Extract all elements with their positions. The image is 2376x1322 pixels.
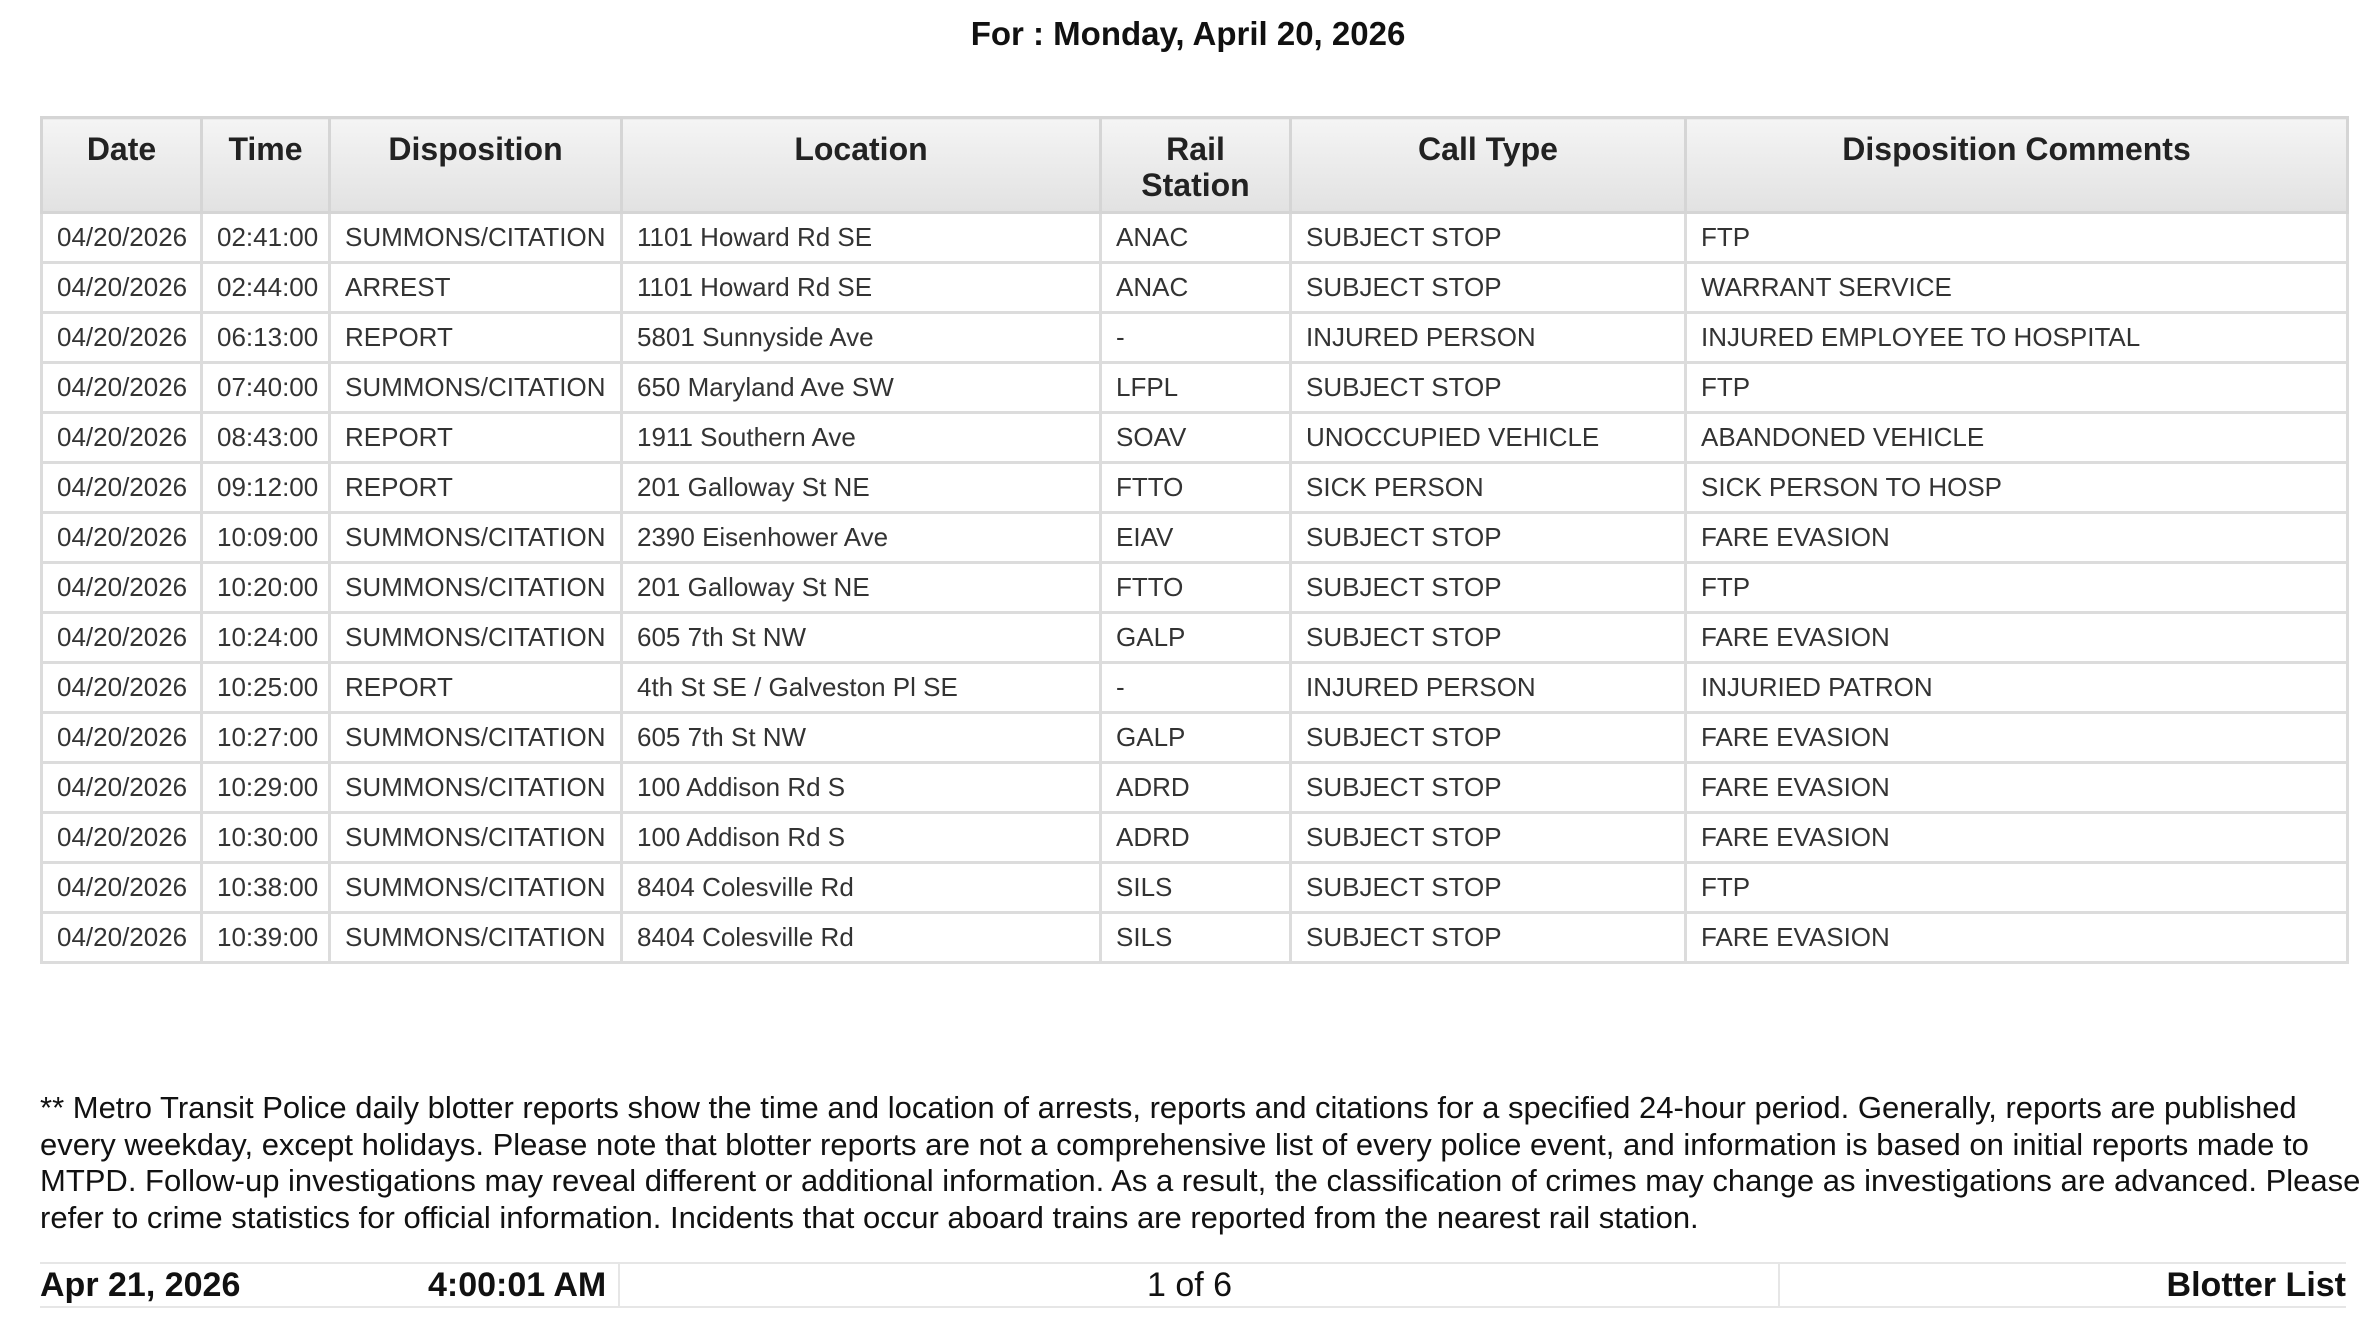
location-cell: 650 Maryland Ave SW (622, 363, 1101, 413)
disposition-cell: REPORT (330, 463, 622, 513)
table-row (42, 863, 2348, 913)
table-row (42, 563, 2348, 613)
rail-station-cell: GALP (1101, 613, 1291, 663)
report-title: For : Monday, April 20, 2026 (970, 15, 1406, 52)
column-header-disposition-comments: Disposition Comments (1686, 118, 2348, 213)
rail-station-cell: ANAC (1101, 263, 1291, 313)
location-cell: 2390 Eisenhower Ave (622, 513, 1101, 563)
comments-cell: FARE EVASION (1686, 713, 2348, 763)
column-header-date: Date (42, 118, 202, 213)
footer-report-name: Blotter List (2166, 1266, 2346, 1304)
time-cell: 06:13:00 (202, 313, 330, 363)
date-cell: 04/20/2026 (42, 313, 202, 363)
rail-station-cell: FTTO (1101, 463, 1291, 513)
table-body (42, 213, 2348, 963)
time-cell: 10:27:00 (202, 713, 330, 763)
date-cell: 04/20/2026 (42, 563, 202, 613)
header-row (42, 118, 2348, 213)
time-cell: 10:29:00 (202, 763, 330, 813)
time-cell: 02:41:00 (202, 213, 330, 263)
call-type-cell: SUBJECT STOP (1291, 613, 1686, 663)
date-cell: 04/20/2026 (42, 813, 202, 863)
comments-cell: ABANDONED VEHICLE (1686, 413, 2348, 463)
date-cell: 04/20/2026 (42, 913, 202, 963)
disposition-cell: SUMMONS/CITATION (330, 813, 622, 863)
date-cell: 04/20/2026 (42, 613, 202, 663)
footer-divider (618, 1264, 620, 1306)
location-cell: 201 Galloway St NE (622, 463, 1101, 513)
table-row (42, 613, 2348, 663)
location-cell: 1911 Southern Ave (622, 413, 1101, 463)
location-cell: 5801 Sunnyside Ave (622, 313, 1101, 363)
time-cell: 10:25:00 (202, 663, 330, 713)
location-cell: 100 Addison Rd S (622, 813, 1101, 863)
column-header-call-type: Call Type (1291, 118, 1686, 213)
time-cell: 02:44:00 (202, 263, 330, 313)
footer-time: 4:00:01 AM (428, 1266, 607, 1304)
comments-cell: FARE EVASION (1686, 913, 2348, 963)
call-type-cell: SICK PERSON (1291, 463, 1686, 513)
footer-divider (1778, 1264, 1780, 1306)
disposition-cell: SUMMONS/CITATION (330, 863, 622, 913)
table-row (42, 713, 2348, 763)
rail-station-cell: - (1101, 663, 1291, 713)
disclaimer-text: ** Metro Transit Police daily blotter reports show the time and location of arrests, reports and citations for a specified 24-hour period. Generally, reports are published every weekday, except holidays. Please note that blotter reports are not a comprehensive list of every police event, and information is based on initial reports made to MTPD. Follow-up investigations may reveal different or additional information. As a result, the classification of crimes may change as investigations are advanced. Please refer to crime statistics for official information. Incidents that occur aboard trains are reported from the nearest rail station. (40, 1090, 2361, 1235)
location-cell: 8404 Colesville Rd (622, 913, 1101, 963)
disposition-cell: SUMMONS/CITATION (330, 763, 622, 813)
date-cell: 04/20/2026 (42, 213, 202, 263)
time-cell: 09:12:00 (202, 463, 330, 513)
disposition-cell: ARREST (330, 263, 622, 313)
call-type-cell: SUBJECT STOP (1291, 213, 1686, 263)
rail-station-cell: ADRD (1101, 813, 1291, 863)
time-cell: 10:24:00 (202, 613, 330, 663)
call-type-cell: SUBJECT STOP (1291, 763, 1686, 813)
comments-cell: FTP (1686, 563, 2348, 613)
time-cell: 10:30:00 (202, 813, 330, 863)
rail-station-cell: SILS (1101, 863, 1291, 913)
comments-cell: WARRANT SERVICE (1686, 263, 2348, 313)
time-cell: 08:43:00 (202, 413, 330, 463)
rail-station-cell: ADRD (1101, 763, 1291, 813)
disposition-cell: REPORT (330, 313, 622, 363)
call-type-cell: SUBJECT STOP (1291, 263, 1686, 313)
comments-cell: FARE EVASION (1686, 763, 2348, 813)
date-cell: 04/20/2026 (42, 463, 202, 513)
call-type-cell: SUBJECT STOP (1291, 813, 1686, 863)
call-type-cell: INJURED PERSON (1291, 313, 1686, 363)
comments-cell: FTP (1686, 213, 2348, 263)
blotter-table (40, 116, 2349, 964)
location-cell: 1101 Howard Rd SE (622, 213, 1101, 263)
column-header-time: Time (202, 118, 330, 213)
date-cell: 04/20/2026 (42, 763, 202, 813)
disposition-cell: SUMMONS/CITATION (330, 563, 622, 613)
location-cell: 201 Galloway St NE (622, 563, 1101, 613)
disposition-cell: SUMMONS/CITATION (330, 713, 622, 763)
comments-cell: INJURIED PATRON (1686, 663, 2348, 713)
date-cell: 04/20/2026 (42, 663, 202, 713)
disposition-cell: REPORT (330, 413, 622, 463)
rail-station-cell: ANAC (1101, 213, 1291, 263)
column-header-disposition: Disposition (330, 118, 622, 213)
disposition-cell: SUMMONS/CITATION (330, 613, 622, 663)
comments-cell: INJURED EMPLOYEE TO HOSPITAL (1686, 313, 2348, 363)
disposition-cell: REPORT (330, 663, 622, 713)
table-row (42, 663, 2348, 713)
date-cell: 04/20/2026 (42, 513, 202, 563)
comments-cell: FARE EVASION (1686, 813, 2348, 863)
table-row (42, 813, 2348, 863)
time-cell: 10:39:00 (202, 913, 330, 963)
rail-station-cell: EIAV (1101, 513, 1291, 563)
rail-station-cell: SILS (1101, 913, 1291, 963)
call-type-cell: INJURED PERSON (1291, 663, 1686, 713)
footer-date: Apr 21, 2026 (40, 1266, 241, 1304)
table-row (42, 763, 2348, 813)
column-header-rail-station: Rail Station (1101, 118, 1291, 213)
time-cell: 10:09:00 (202, 513, 330, 563)
time-cell: 10:38:00 (202, 863, 330, 913)
time-cell: 07:40:00 (202, 363, 330, 413)
call-type-cell: SUBJECT STOP (1291, 713, 1686, 763)
location-cell: 605 7th St NW (622, 613, 1101, 663)
comments-cell: FARE EVASION (1686, 513, 2348, 563)
comments-cell: FARE EVASION (1686, 613, 2348, 663)
table-row (42, 463, 2348, 513)
disposition-cell: SUMMONS/CITATION (330, 213, 622, 263)
call-type-cell: UNOCCUPIED VEHICLE (1291, 413, 1686, 463)
disposition-cell: SUMMONS/CITATION (330, 913, 622, 963)
call-type-cell: SUBJECT STOP (1291, 913, 1686, 963)
table-row (42, 913, 2348, 963)
date-cell: 04/20/2026 (42, 263, 202, 313)
location-cell: 8404 Colesville Rd (622, 863, 1101, 913)
table-row (42, 213, 2348, 263)
disposition-cell: SUMMONS/CITATION (330, 513, 622, 563)
page-footer (40, 1262, 2346, 1308)
table-row (42, 513, 2348, 563)
rail-station-cell: SOAV (1101, 413, 1291, 463)
call-type-cell: SUBJECT STOP (1291, 513, 1686, 563)
location-cell: 1101 Howard Rd SE (622, 263, 1101, 313)
date-cell: 04/20/2026 (42, 863, 202, 913)
comments-cell: FTP (1686, 363, 2348, 413)
footer-page-number: 1 of 6 (1147, 1266, 1233, 1304)
table-row (42, 413, 2348, 463)
table-row (42, 263, 2348, 313)
rail-station-cell: - (1101, 313, 1291, 363)
date-cell: 04/20/2026 (42, 363, 202, 413)
location-cell: 605 7th St NW (622, 713, 1101, 763)
table-header (42, 118, 2348, 213)
date-cell: 04/20/2026 (42, 413, 202, 463)
date-cell: 04/20/2026 (42, 713, 202, 763)
time-cell: 10:20:00 (202, 563, 330, 613)
disposition-cell: SUMMONS/CITATION (330, 363, 622, 413)
location-cell: 100 Addison Rd S (622, 763, 1101, 813)
comments-cell: SICK PERSON TO HOSP (1686, 463, 2348, 513)
call-type-cell: SUBJECT STOP (1291, 863, 1686, 913)
location-cell: 4th St SE / Galveston Pl SE (622, 663, 1101, 713)
table-row (42, 313, 2348, 363)
rail-station-cell: GALP (1101, 713, 1291, 763)
column-header-location: Location (622, 118, 1101, 213)
call-type-cell: SUBJECT STOP (1291, 563, 1686, 613)
comments-cell: FTP (1686, 863, 2348, 913)
table-row (42, 363, 2348, 413)
rail-station-cell: LFPL (1101, 363, 1291, 413)
rail-station-cell: FTTO (1101, 563, 1291, 613)
call-type-cell: SUBJECT STOP (1291, 363, 1686, 413)
